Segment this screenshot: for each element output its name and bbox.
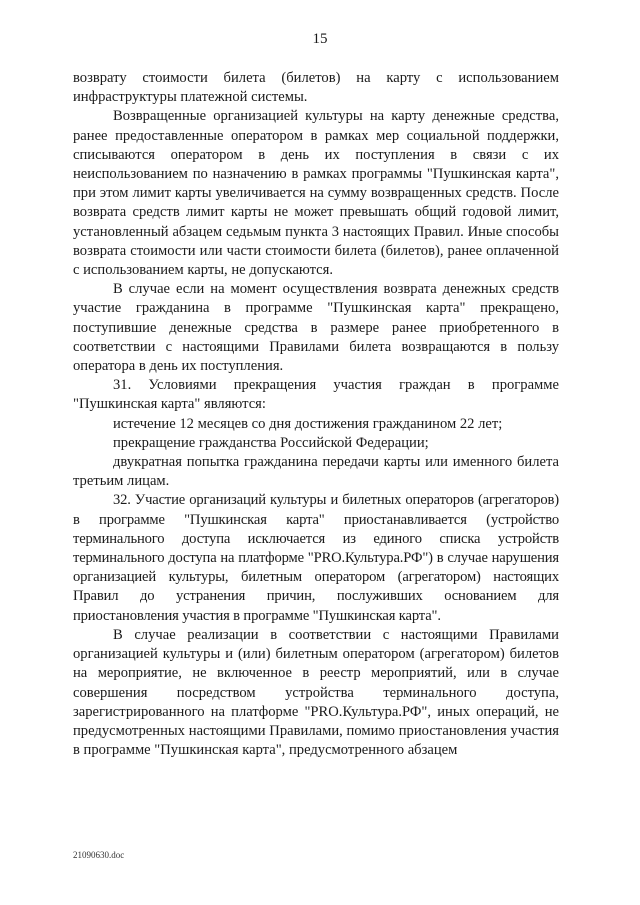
paragraph-clause-31: 31. Условиями прекращения участия граждан в программе "Пушкинская карта" являются: [73,377,559,413]
paragraph-returned-funds: Возвращенные организацией культуры на карту денежные средства, ранее предоставленные оператором в рамках мер социальной поддержки, списываются оператором в день их поступления в связи с их неиспользованием по назначению в рамках программы "Пушкинская карта", при этом лимит карты увеличивается на сумму возвращенных средств. После возврата средств лимит карты не может превышать общий годовой лимит, установленный абзацем седьмым пункта 3 настоящих Правил. Иные способы возврата стоимости или части стоимости билета (билетов), ранее оплаченной с использованием карты, не допускаются. [73,108,559,279]
document-file-code: 21090630.doc [73,850,125,860]
page-number: 15 [312,31,328,47]
paragraph-clause-32: 32. Участие организаций культуры и билетных операторов (агрегаторов) в программе "Пушкинская карта" приостанавливается (устройство терминального доступа исключается из единого списка устройств терминального доступа на платформе "PRO.Культура.РФ") в случае нарушения организацией культуры, билетным оператором (агрегатором) настоящих Правил до устранения причин, послуживших основанием для приостановления участия в программе "Пушкинская карта". [73,492,559,624]
list-item-citizenship-termination: прекращение гражданства Российской Федерации; [113,434,429,451]
paragraph-refund-continuation: возврату стоимости билета (билетов) на карту с использованием инфраструктуры платежной системы. [73,70,559,106]
document-body [73,69,559,760]
paragraph-terminated-participation-refund: В случае если на момент осуществления возврата денежных средств участие гражданина в программе "Пушкинская карта" прекращено, поступившие денежные средства в размере ранее приобретенного в соответствии с настоящими Правилами билета возвращаются в пользу оператора в день их поступления. [73,281,559,375]
list-item-card-transfer-attempt: двукратная попытка гражданина передачи карты или именного билета третьим лицам. [73,454,559,490]
list-item-age-expiry: истечение 12 месяцев со дня достижения гражданином 22 лет; [113,415,503,432]
paragraph-unauthorized-sales: В случае реализации в соответствии с настоящими Правилами организацией культуры и (или) билетным оператором (агрегатором) билетов на мероприятие, не включенное в реестр мероприятий, или в случае совершения посредством устройства терминального доступа, зарегистрированного на платформе "PRO.Культура.РФ", иных операций, не предусмотренных настоящими Правилами, помимо приостановления участия в программе "Пушкинская карта", предусмотренного абзацем [73,626,559,759]
